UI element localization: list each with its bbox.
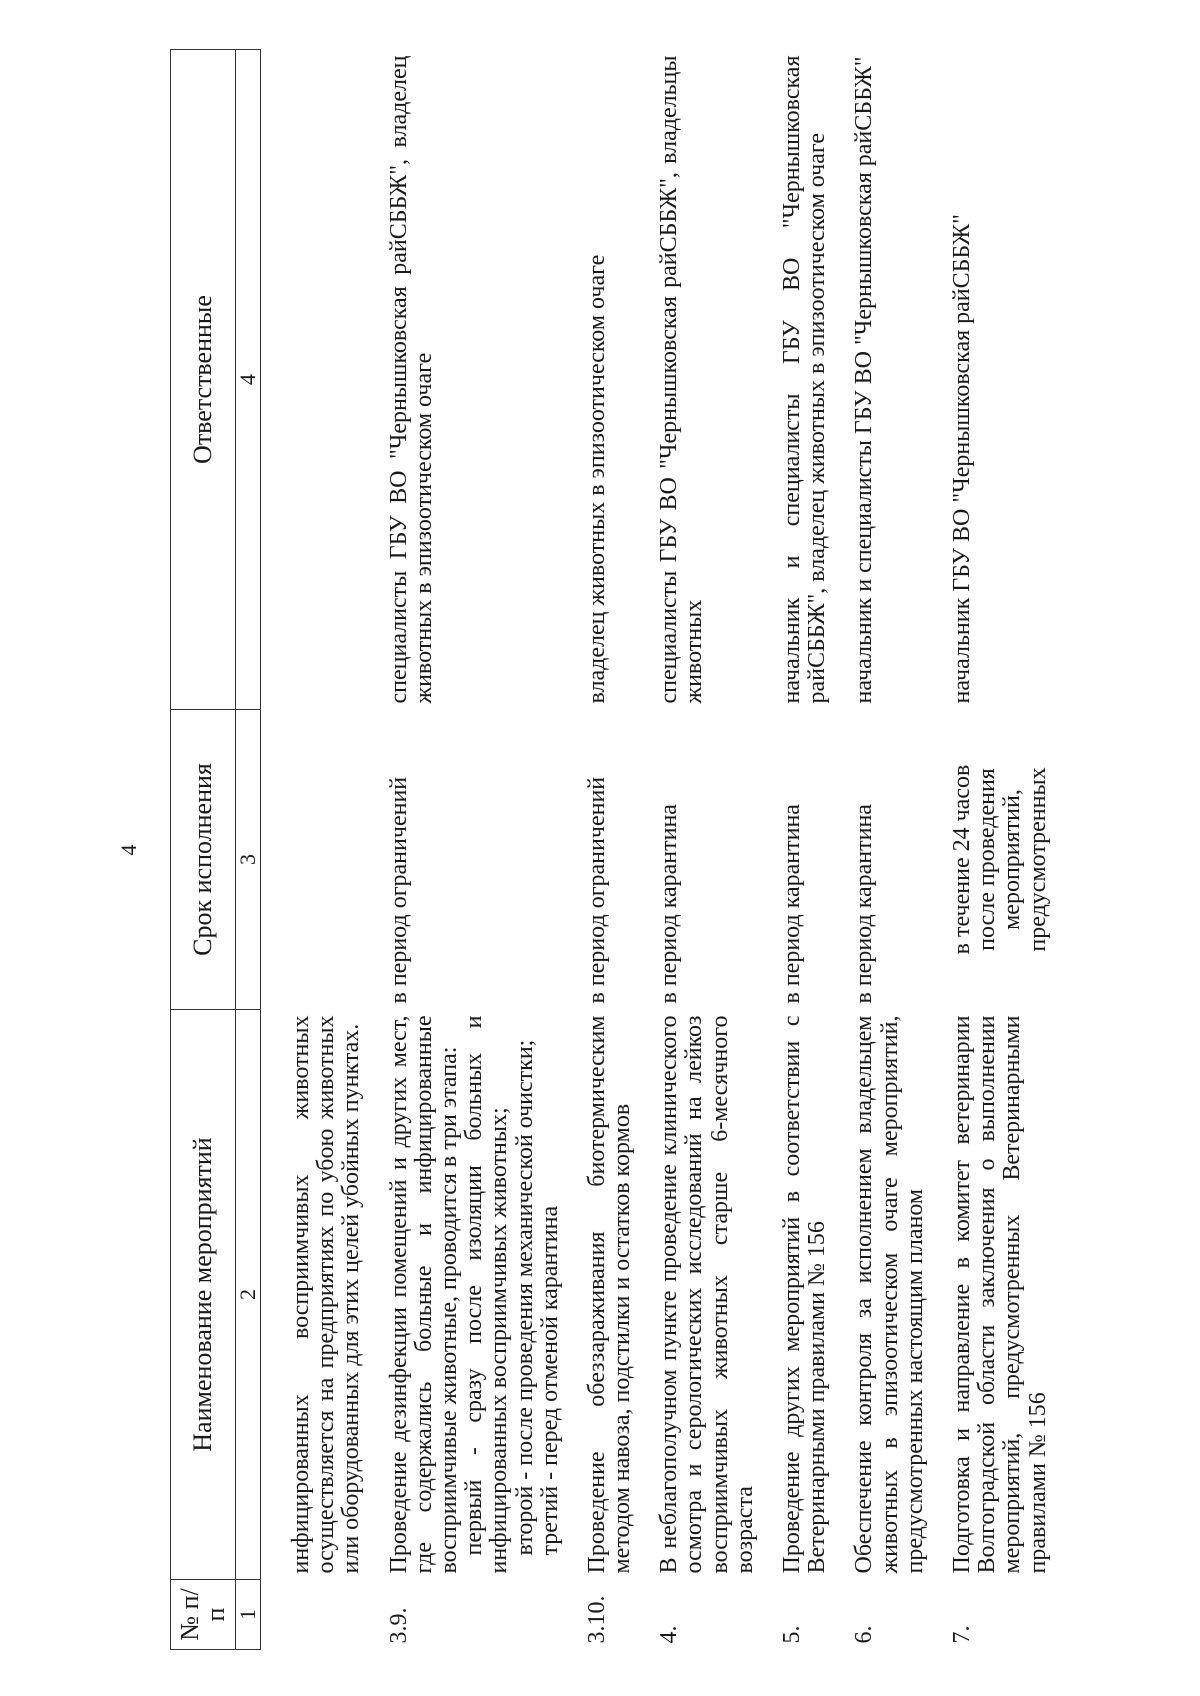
table-row (585, 50, 657, 1650)
row-measure: Обеспечение контроля за исполнением владельцем животных в эпизоотическом очаге мероприятий, предусмотренных настоящим планом (851, 1015, 928, 1574)
row-number: 4. (656, 1625, 683, 1644)
deadline-line: мероприятий, (999, 789, 1026, 930)
row-number: 7. (948, 1625, 975, 1644)
measure-stage-3: третий - перед отменой карантина (536, 1205, 563, 1556)
header-measure: Наименование мероприятий (171, 1010, 236, 1580)
measure-intro: Проведение дезинфекции помещений и других мест, где содержались больные и инфицированные восприимчивые животные, проводится в три этапа: (385, 1015, 462, 1574)
row-deadline: в период ограничений (583, 776, 610, 1004)
row-measure: Проведение других мероприятий в соответствии с Ветеринарными правилами № 156 (779, 1015, 831, 1574)
column-number-2: 2 (236, 1010, 261, 1580)
row-number: 3.9. (385, 1607, 412, 1644)
column-numbers-row (236, 50, 261, 1650)
table-row (950, 50, 1073, 1650)
row-responsible: начальник и специалисты ГБУ ВО "Чернышковская райСББЖ" (851, 56, 878, 704)
deadline-line: предусмотренных (1024, 767, 1051, 952)
row-measure: Проведение обеззараживания биотермическим методом навоза, подстилки и остатков кормов (583, 1015, 636, 1574)
row-measure: инфицированных восприимчивых животных осуществляется на предприятиях по убою животных или оборудованных для этих целей убойных пунктах. (288, 1015, 365, 1574)
header-number: № п/п (171, 1580, 236, 1650)
row-number: 3.10. (583, 1595, 610, 1644)
row-deadline: в период карантина (779, 804, 805, 1004)
row-deadline: в период карантина (656, 804, 683, 1004)
row-measure (387, 1010, 585, 1580)
row-measure: Подготовка и направление в комитет ветеринарии Волгоградской области заключения о выполнении мероприятий, предусмотренных Ветеринарными правилами № 156 (948, 1015, 1051, 1574)
deadline-line: после проведения (974, 768, 1001, 951)
document-page (100, 50, 1200, 1650)
measure-stage-1: первый - сразу после изоляции больных и инфицированных восприимчивых животных; (461, 1015, 513, 1574)
page-number: 4 (116, 844, 141, 856)
column-number-1: 1 (236, 1580, 261, 1650)
column-number-4: 4 (236, 50, 261, 710)
row-responsible: специалисты ГБУ ВО "Чернышковская райСББЖ", владельцы животных (656, 55, 708, 704)
row-deadline (950, 710, 1073, 1010)
row-responsible: начальник ГБУ ВО "Чернышковская райСББЖ" (948, 214, 975, 704)
row-responsible: владелец животных в эпизоотическом очаге (583, 254, 610, 704)
row-number: 6. (851, 1625, 878, 1644)
row-deadline (261, 710, 387, 1010)
measure-stage-2: второй - после проведения механической очистки; (511, 1039, 538, 1556)
table-row (657, 50, 780, 1650)
table-row (387, 50, 585, 1650)
row-measure: В неблагополучном пункте проведение клинического осмотра и серологических исследований на лейкоз восприимчивых животных старше 6-месячного возраста (656, 1015, 758, 1574)
row-deadline: в период карантина (851, 804, 878, 1004)
table-header-row (171, 50, 236, 1650)
table-row (780, 50, 852, 1650)
header-deadline: Срок исполнения (171, 710, 236, 1010)
table-row (261, 50, 387, 1650)
deadline-line: в течение 24 часов (948, 764, 975, 955)
row-responsible: начальник и специалисты ГБУ ВО "Чернышковская райСББЖ", владелец животных в эпизоотическом очаге (779, 55, 831, 704)
column-number-3: 3 (236, 710, 261, 1010)
header-responsible: Ответственные (171, 50, 236, 710)
measures-table (170, 49, 1073, 1650)
row-responsible (261, 50, 387, 710)
row-number (261, 1580, 387, 1650)
row-deadline: в период ограничений (385, 776, 412, 1004)
row-responsible: специалисты ГБУ ВО "Чернышковская райСББЖ", владелец животных в эпизоотическом очаге (385, 55, 437, 704)
table-row (852, 50, 950, 1650)
row-number: 5. (779, 1625, 805, 1644)
